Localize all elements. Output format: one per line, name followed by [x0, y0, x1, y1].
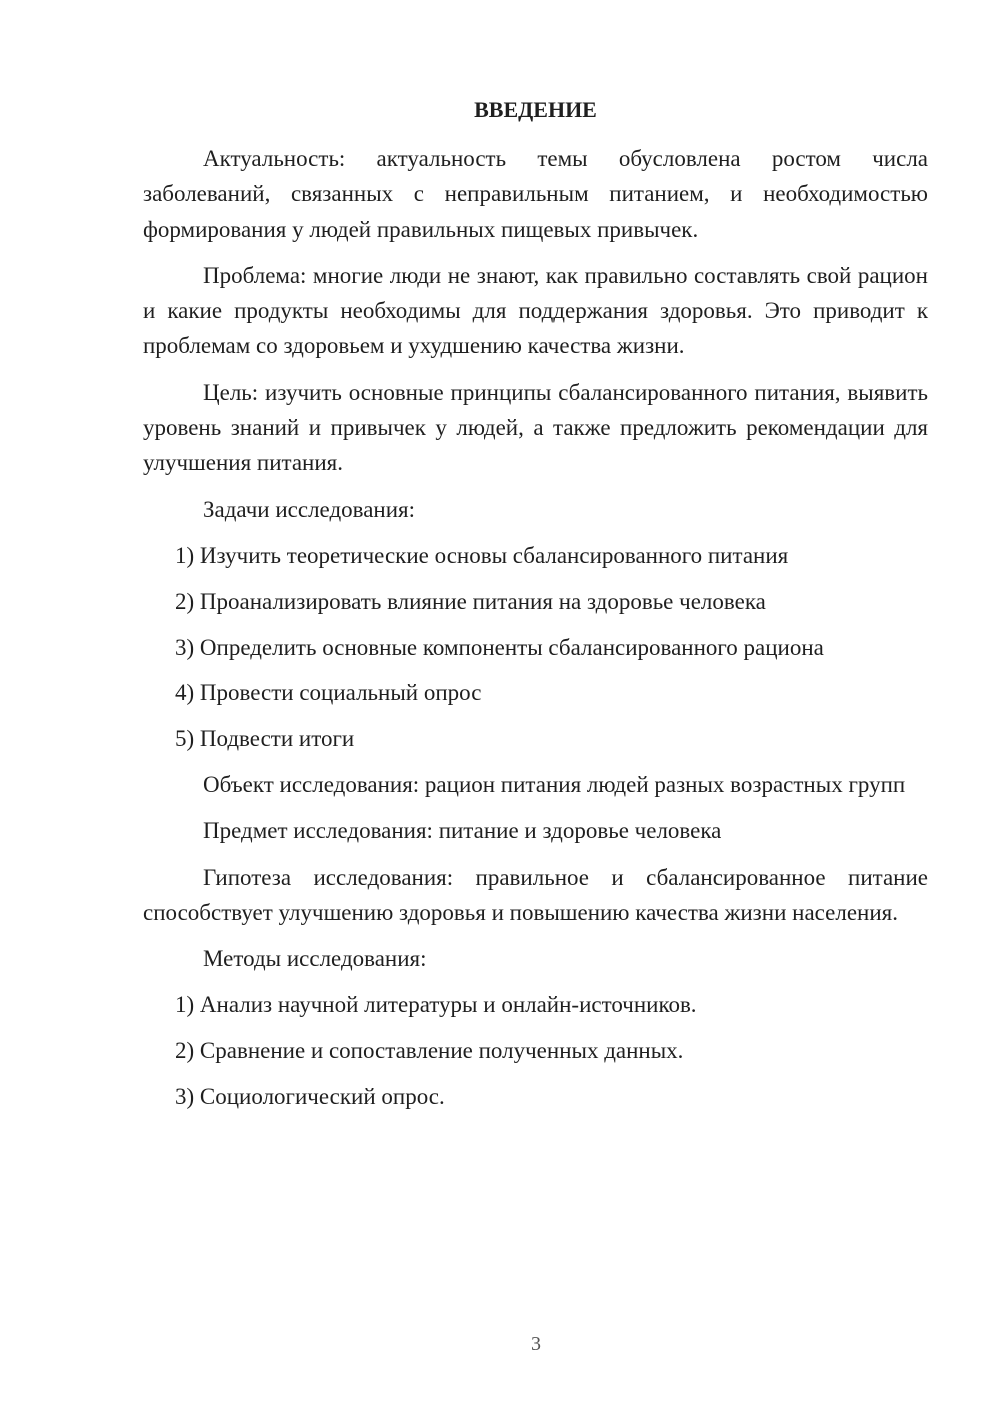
tasks-heading: Задачи исследования: — [203, 496, 416, 522]
page-number: 3 — [531, 1333, 541, 1355]
paragraph-object: Объект исследования: рацион питания людей разных возрастных групп — [203, 771, 906, 797]
task-item: 2) Проанализировать влияние питания на здоровье человека — [175, 588, 766, 614]
method-item: 3) Социологический опрос. — [175, 1084, 445, 1110]
methods-heading: Методы исследования: — [203, 946, 427, 972]
method-item: 2) Сравнение и сопоставление полученных данных. — [175, 1038, 684, 1064]
section-title: ВВЕДЕНИЕ — [474, 97, 597, 122]
paragraph-goal: Цель: изучить основные принципы сбалансированного питания, выявить уровень знаний и привычек у людей, а также предложить рекомендации для улучшения питания. — [143, 379, 928, 476]
page-content — [143, 93, 928, 1125]
paragraph-relevance: Актуальность: актуальность темы обусловлена ростом числа заболеваний, связанных с неправильным питанием, и необходимостью формирования у людей правильных пищевых привычек. — [143, 146, 928, 242]
paragraph-problem: Проблема: многие люди не знают, как правильно составлять свой рацион и какие продукты необходимы для поддержания здоровья. Это приводит к проблемам со здоровьем и ухудшению качества жизни. — [143, 262, 928, 359]
task-item: 5) Подвести итоги — [175, 726, 355, 752]
paragraph-hypothesis: Гипотеза исследования: правильное и сбалансированное питание способствует улучшению здоровья и повышению качества жизни населения. — [143, 864, 928, 925]
method-item: 1) Анализ научной литературы и онлайн-источников. — [175, 992, 697, 1018]
task-item: 3) Определить основные компоненты сбалансированного рациона — [175, 634, 824, 660]
paragraph-subject: Предмет исследования: питание и здоровье человека — [203, 818, 722, 844]
task-item: 1) Изучить теоретические основы сбалансированного питания — [175, 542, 789, 568]
task-item: 4) Провести социальный опрос — [175, 680, 482, 706]
